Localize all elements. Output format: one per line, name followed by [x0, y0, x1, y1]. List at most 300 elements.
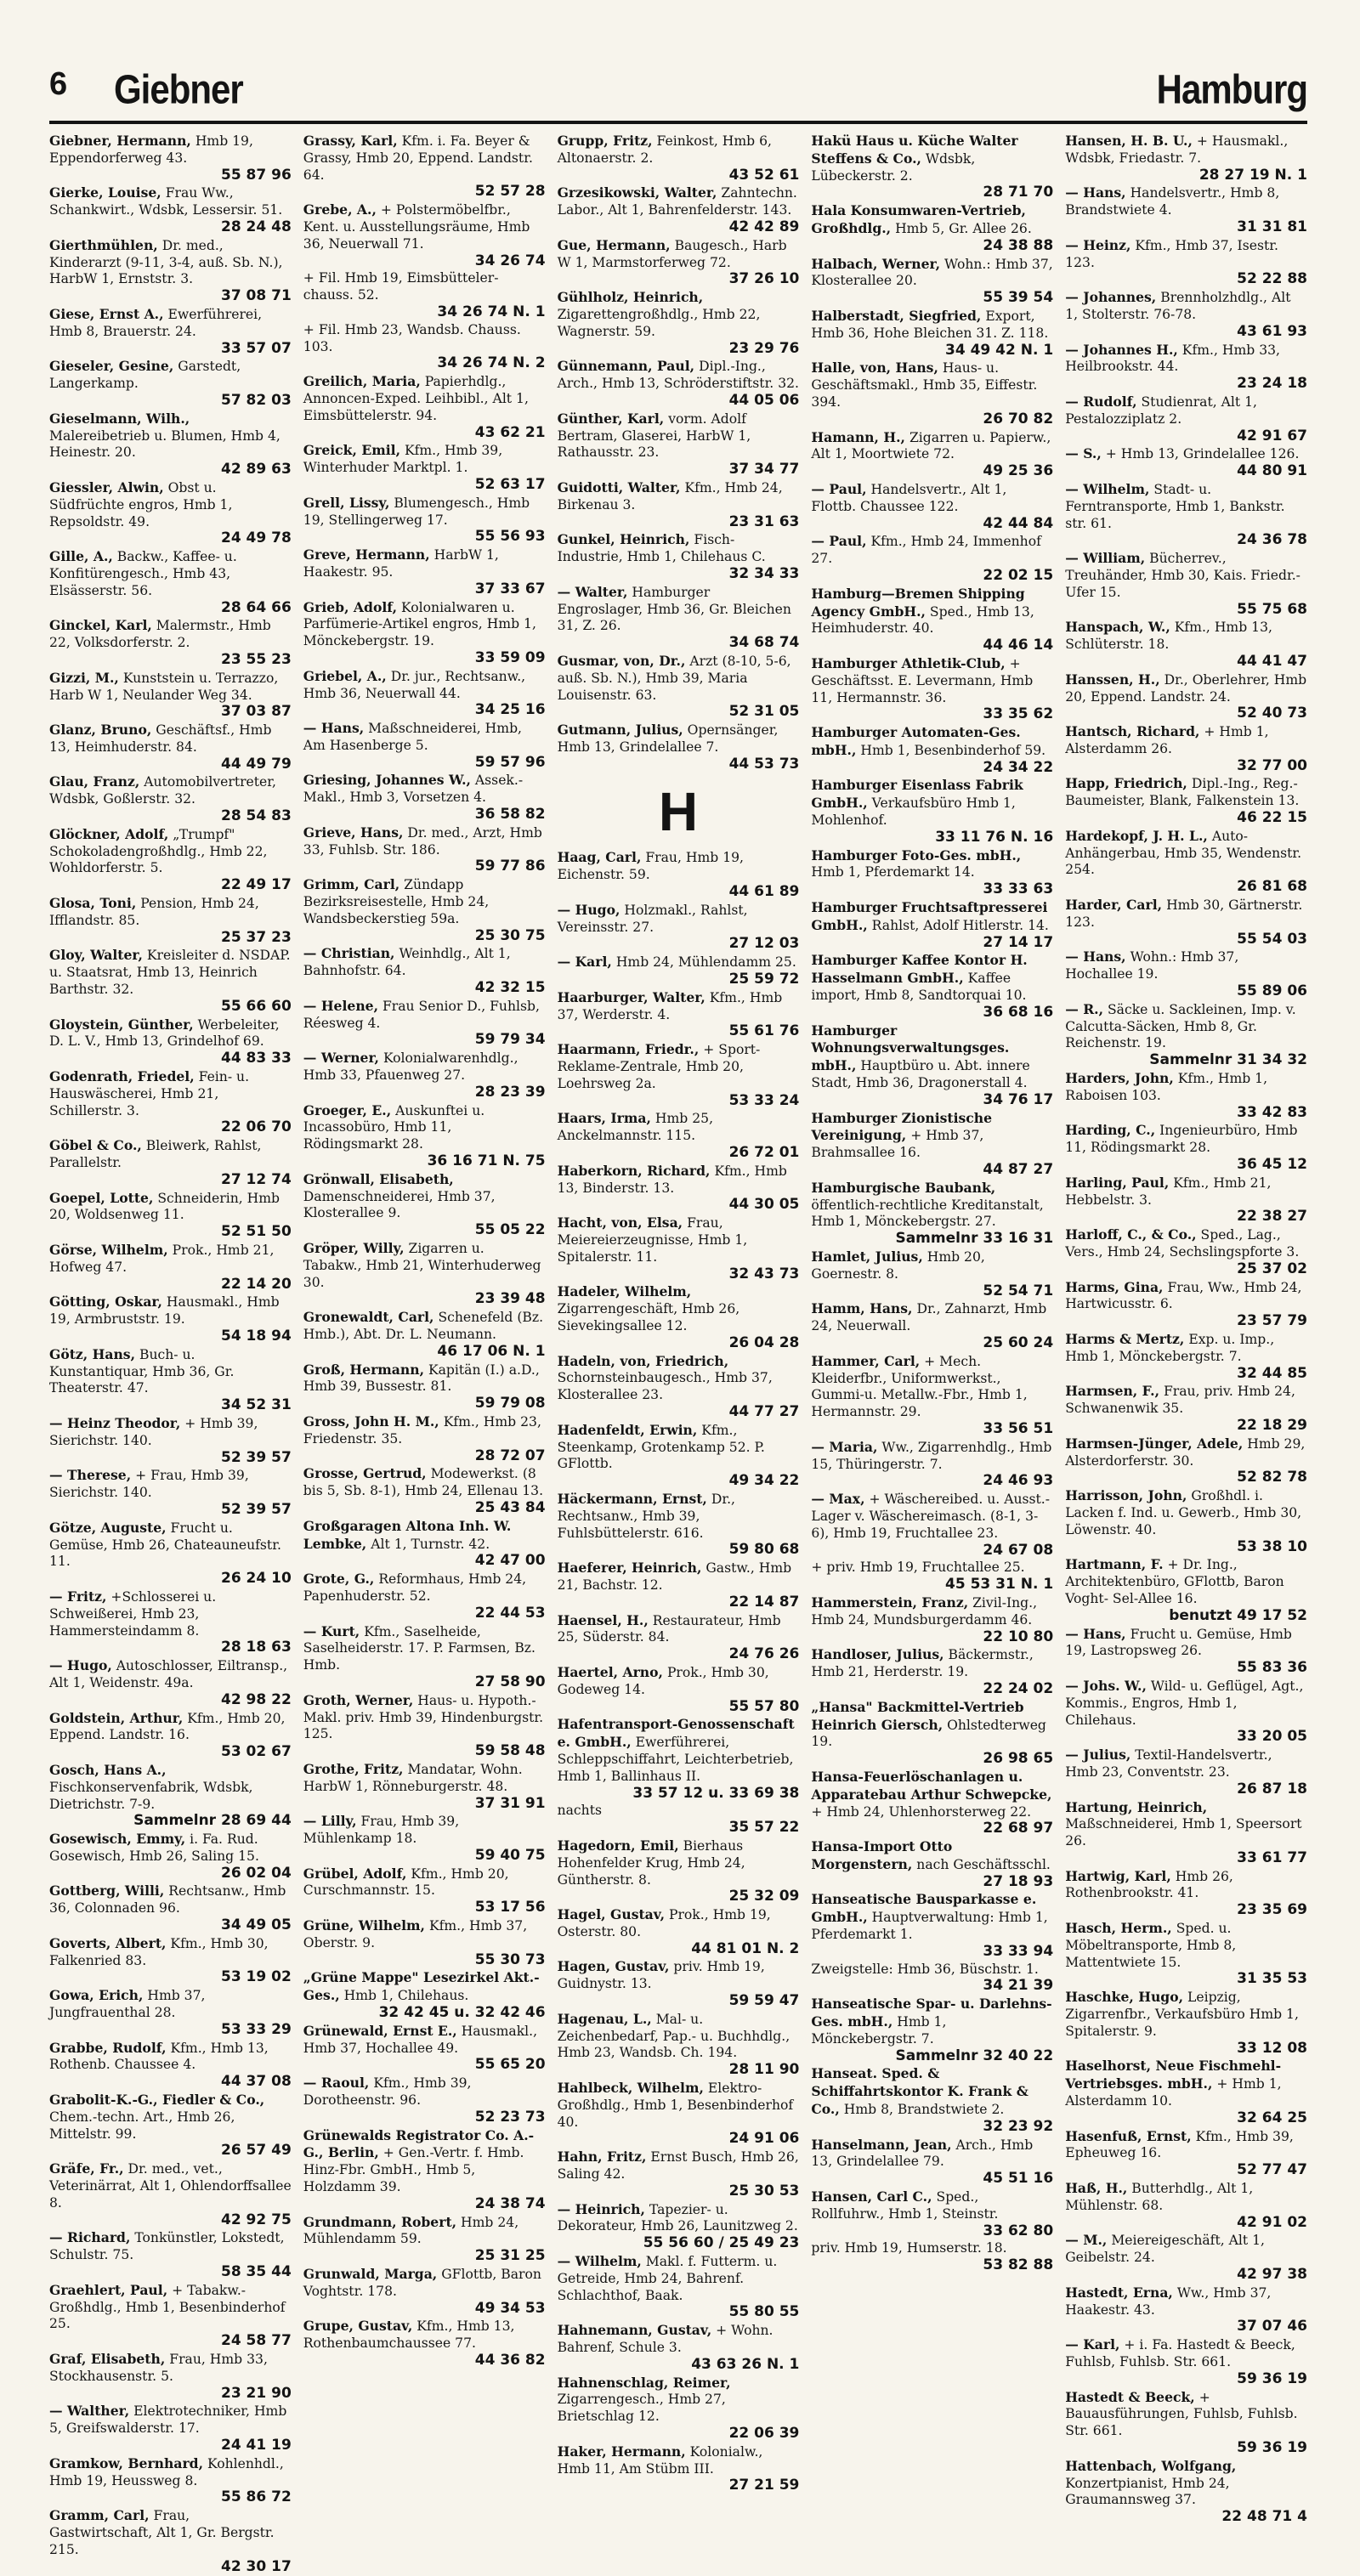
entry-phone: 33 12 08: [1237, 2039, 1307, 2057]
entry-details: Auto-Anhängerbau, Hmb 35, Wendenstr. 254.: [1065, 828, 1302, 878]
entry-phone: 27 18 93: [983, 1872, 1054, 1890]
entry-details: Obst u. Südfrüchte engros, Hmb 1, Repsoldstr. 49.: [49, 479, 233, 529]
directory-entry: [49, 2282, 292, 2350]
directory-entry: [303, 2023, 546, 2074]
directory-entry: [49, 548, 292, 616]
entry-details: Dipl.-Ing., Reg.-Baumeister, Blank, Falkenstein 13.: [1065, 776, 1300, 809]
entry-name: Gusmar, von, Dr.,: [557, 652, 686, 669]
entry-phone: 24 58 77: [220, 2332, 292, 2350]
directory-entry: [558, 1353, 800, 1421]
entry-details: Kfm., Saselheide, Saselheiderstr. 17. P. Farmsen, Bz. Hmb.: [303, 1623, 536, 1673]
directory-entry: [558, 1214, 800, 1282]
entry-details: Ingenieurbüro, Hmb 11, Rödingsmarkt 28.: [1065, 1123, 1298, 1156]
entry-phone: 55 86 72: [220, 2488, 292, 2506]
entry-name: Görse, Wilhelm,: [49, 1242, 168, 1258]
entry-details: Wohn.: Hmb 37, Klosterallee 20.: [811, 256, 1053, 289]
entry-details: Frucht u. Gemüse, Hmb 26, Chateauneufstr. 11.: [49, 1520, 281, 1570]
entry-name: Gille, A.,: [49, 548, 113, 565]
directory-entry: [303, 1171, 546, 1239]
entry-phone: 54 18 94: [220, 1327, 292, 1345]
directory-entry: [303, 1240, 546, 1308]
entry-phone: 34 76 17: [983, 1090, 1054, 1108]
entry-name: Göbel & Co.,: [49, 1137, 142, 1154]
entry-name: Haarburger, Walter,: [557, 988, 706, 1005]
directory-entry: [558, 1612, 800, 1663]
directory-entry: [49, 1190, 292, 1241]
directory-entry: [558, 902, 800, 953]
entry-phone: 44 53 73: [728, 755, 800, 773]
directory-entry: [1065, 619, 1307, 670]
entry-details: Hamburger Engroslager, Hmb 36, Gr. Bleichen 31, Z. 26.: [557, 584, 791, 634]
entry-name: — Paul,: [811, 480, 867, 497]
entry-phone: 59 57 96: [474, 753, 546, 771]
entry-phone: 26 81 68: [1237, 878, 1307, 896]
directory-entry: [1065, 1175, 1307, 1226]
entry-phone: 52 51 50: [220, 1223, 292, 1241]
entry-name: Haschke, Hugo,: [1065, 1989, 1184, 2006]
entry-details: Frau, Hmb 19, Eichenstr. 59.: [557, 850, 745, 883]
directory-entry: [811, 1110, 1053, 1179]
entry-name: Groß, Hermann,: [303, 1361, 425, 1378]
entry-phone: 52 39 57: [220, 1448, 292, 1466]
entry-details: Tonkünstler, Lokstedt, Schulstr. 75.: [49, 2230, 285, 2263]
entry-name: Hartwig, Karl,: [1065, 1867, 1171, 1884]
entry-details: Kfm. i. Fa. Beyer & Grassy, Hmb 20, Eppend. Landstr. 64.: [303, 133, 533, 183]
entry-details: Tapezier- u. Dekorateur, Hmb 26, Launitzweg 2.: [557, 2201, 798, 2234]
entry-phone: 44 80 91: [1237, 462, 1307, 480]
entry-name: Gieseler, Gesine,: [49, 358, 174, 375]
entry-details: Mal- u. Zeichenbedarf, Pap.- u. Buchhdlg., Hmb 23, Wandsb. Ch. 194.: [557, 2011, 790, 2061]
entry-details: Maßschneiderei, Hmb 1, Speersort 26.: [1065, 1816, 1302, 1849]
entry-phone: 37 07 46: [1237, 2318, 1307, 2335]
entry-details: Fisch-Industrie, Hmb 1, Chilehaus C.: [557, 532, 766, 565]
entry-details: Kunststein u. Terrazzo, Harb W 1, Neulander Weg 34.: [49, 670, 279, 703]
directory-entry: [303, 1571, 546, 1622]
entry-details: + Hmb 37, Brahmsallee 16.: [811, 1128, 984, 1161]
entry-name: Gröper, Willy,: [303, 1240, 405, 1256]
entry-details: + Geschäftsst. E. Levermann, Hmb 11, Hermannstr. 36.: [811, 655, 1034, 705]
entry-details: Kfm., Hmb 37, Isestr. 123.: [1065, 237, 1278, 270]
directory-entry: [49, 773, 292, 824]
directory-entry: [49, 1987, 292, 2038]
entry-phone: 31 35 53: [1237, 1970, 1307, 1988]
directory-entry: [49, 358, 292, 409]
directory-entry: [811, 655, 1053, 723]
entry-details: Frau, Ww., Hmb 24, Hartwicusstr. 6.: [1065, 1279, 1302, 1312]
directory-entry: [303, 945, 546, 996]
entry-details: Arch., Hmb 13, Grindelallee 79.: [811, 2137, 1034, 2170]
entry-details: Ww., Zigarrenhdlg., Hmb 15, Thüringerstr. 7.: [811, 1439, 1052, 1472]
entry-phone: 42 91 67: [1237, 427, 1307, 444]
directory-entry: [811, 847, 1053, 898]
directory-entry: [49, 1137, 292, 1188]
entry-name: Grimm, Carl,: [303, 876, 400, 893]
entry-phone: 36 58 82: [474, 806, 546, 824]
directory-entry: [303, 373, 546, 441]
page-number: 6: [49, 66, 68, 102]
entry-name: Hansen, H. B. U.,: [1065, 133, 1193, 149]
entry-phone: 36 16 71 N. 75: [427, 1152, 546, 1170]
entry-name: Hamburger Zionistische Vereinigung,: [811, 1109, 993, 1144]
entry-details: Hmb 24, Mühlendamm 25.: [615, 954, 796, 971]
entry-phone: 34 26 74: [474, 252, 546, 269]
entry-phone: 22 02 15: [983, 566, 1054, 584]
entry-name: Hansen, Carl C.,: [811, 2188, 932, 2205]
entry-phone: 28 11 90: [728, 2061, 800, 2079]
entry-details: Restaurateur, Hmb 25, Süderstr. 84.: [557, 1612, 781, 1645]
column-1: [49, 133, 292, 2576]
directory-entry: [49, 947, 292, 1015]
entry-details: Arzt (8-10, 5-6, auß. Sb. N.), Hmb 39, Maria Louisenstr. 63.: [557, 653, 791, 703]
entry-name: — Karl,: [557, 954, 612, 971]
entry-name: Grieve, Hans,: [303, 824, 404, 841]
directory-entry: [303, 1413, 546, 1464]
entry-details: Kfm., Hmb 30, Falkenried 83.: [49, 1935, 269, 1968]
entry-phone: 44 30 05: [728, 1196, 800, 1214]
entry-name: Gunkel, Heinrich,: [557, 531, 690, 548]
directory-entry: [49, 1657, 292, 1708]
entry-name: Hamburger Fruchtsaftpresserei GmbH.,: [811, 899, 1048, 933]
entry-details: Dr. med., Arzt, Hmb 33, Fuhlsb. Str. 186.: [303, 824, 542, 858]
entry-phone: 42 32 15: [474, 979, 546, 997]
entry-details: + Dr. Ing., Architektenbüro, GFlottb, Baron Voght- Sel-Allee 16.: [1065, 1557, 1284, 1606]
entry-details: Hmb 29, Alsterdorferstr. 30.: [1065, 1435, 1306, 1469]
directory-entry: [303, 133, 546, 201]
entry-phone: 23 57 79: [1237, 1312, 1307, 1330]
entry-phone: 33 11 76 N. 16: [935, 828, 1054, 846]
entry-phone: 52 39 57: [220, 1500, 292, 1518]
entry-details: Dr., Rechtsanw., Hmb 39, Fuhlsbüttelerstr. 616.: [557, 1491, 735, 1541]
entry-name: Hantsch, Richard,: [1065, 723, 1200, 740]
entry-phone: 22 68 97: [983, 1820, 1054, 1837]
entry-name: Godenrath, Friedel,: [49, 1068, 195, 1085]
directory-entry: [49, 1467, 292, 1518]
entry-phone: 34 49 42 N. 1: [945, 341, 1054, 359]
directory-entry: [558, 1560, 800, 1611]
entry-details: Kfm., Hmb 24, Birkenau 3.: [557, 479, 783, 512]
directory-entry: [811, 1560, 1053, 1594]
entry-details: Sped., Lag., Vers., Hmb 24, Sechslingspforte 3.: [1065, 1227, 1300, 1260]
entry-details: Hmb 37, Jungfrauenthal 28.: [49, 1988, 206, 2021]
entry-phone: 24 76 26: [728, 1645, 800, 1663]
entry-name: Hamlet, Julius,: [811, 1248, 923, 1265]
entry-phone: 55 80 55: [728, 2303, 800, 2321]
entry-name: Grell, Lissy,: [303, 494, 390, 511]
entry-phone: 22 24 02: [983, 1679, 1054, 1697]
directory-entry: [303, 442, 546, 493]
entry-details: Ewerführerei, Schleppschiffahrt, Leichterbetrieb, Hmb 1, Ballinhaus II.: [557, 1735, 794, 1784]
header-right-keyword: Hamburg: [1156, 66, 1307, 113]
entry-phone: 22 06 39: [728, 2425, 800, 2442]
entry-details: Kfm., Hmb 13, Schlüterstr. 18.: [1065, 620, 1272, 653]
directory-entry: [558, 237, 800, 288]
entry-details: Kfm., Hmb 20, Curschmannstr. 15.: [303, 1865, 509, 1899]
entry-name: Grüne, Wilhelm,: [303, 1917, 425, 1934]
entry-name: Hasch, Herm.,: [1065, 1920, 1172, 1937]
entry-name: Gizzi, M.,: [49, 669, 119, 686]
entry-name: Hacht, von, Elsa,: [557, 1214, 683, 1231]
entry-name: Goldstein, Arthur,: [49, 1709, 184, 1726]
entry-phone: 28 72 07: [474, 1447, 546, 1464]
entry-details: Zündapp Bezirksreisestelle, Hmb 24, Wandsbeckerstieg 59a.: [303, 877, 490, 926]
directory-entry: [1065, 2058, 1307, 2126]
entry-name: — Karl,: [1065, 2336, 1120, 2353]
entry-details: Export, Hmb 36, Hohe Bleichen 31. Z. 118.: [811, 308, 1049, 341]
entry-details: Hmb 8, Brandstwiete 2.: [843, 2102, 1005, 2118]
entry-details: Hmb 19, Eppendorferweg 43.: [49, 133, 253, 166]
entry-details: Dr. jur., Rechtsanw., Hmb 36, Neuerwall 44.: [303, 668, 526, 701]
entry-phone: 25 37 02: [1237, 1260, 1307, 1277]
entry-details: GFlottb, Baron Voghtstr. 178.: [303, 2267, 541, 2299]
directory-entry: [49, 1935, 292, 1986]
entry-details: Großhdl. i. Lacken f. Ind. u. Gewerb., Hmb 30, Löwenstr. 40.: [1065, 1488, 1302, 1537]
entry-details: Exp. u. Imp., Hmb 1, Mönckebergstr. 7.: [1065, 1331, 1275, 1364]
entry-name: Gramkow, Bernhard,: [49, 2454, 203, 2471]
directory-entry: [303, 1465, 546, 1516]
entry-name: Harding, C.,: [1065, 1122, 1156, 1139]
entry-details: + Wohn. Bahrenf, Schule 3.: [557, 2323, 774, 2356]
directory-entry: [303, 720, 546, 771]
entry-details: Konzertpianist, Hmb 24, Graumannsweg 37.: [1065, 2475, 1230, 2508]
directory-entry: [811, 2188, 1053, 2239]
entry-phone: 59 36 19: [1237, 2369, 1307, 2387]
directory-entry: [811, 360, 1053, 427]
entry-details: Reformhaus, Hmb 24, Papenhuderstr. 52.: [303, 1571, 527, 1604]
entry-phone: 55 83 36: [1237, 1659, 1307, 1677]
entry-name: Gross, John H. M.,: [303, 1413, 439, 1430]
entry-phone: 24 41 19: [220, 2436, 292, 2454]
entry-phone: 34 25 16: [474, 701, 546, 719]
directory-entry: [811, 1491, 1053, 1559]
entry-name: Goverts, Albert,: [49, 1934, 167, 1951]
directory-entry: [303, 1050, 546, 1101]
entry-name: Harder, Carl,: [1065, 897, 1163, 914]
entry-name: Gutmann, Julius,: [557, 722, 683, 739]
directory-entry: [1065, 2284, 1307, 2335]
entry-name: Haensel, H.,: [557, 1611, 649, 1628]
entry-phone: 25 30 75: [474, 926, 546, 944]
entry-details: Papierhdlg., Annoncen-Exped. Leihbibl., Alt 1, Eimsbüttelerstr. 94.: [303, 374, 529, 423]
directory-entry: [558, 1163, 800, 1214]
entry-details: Assek.-Makl., Hmb 3, Vorsetzen 4.: [303, 773, 524, 806]
directory-entry: [811, 1769, 1053, 1837]
entry-name: Giese, Ernst A.,: [49, 305, 164, 322]
entry-name: Haarmann, Friedr.,: [557, 1041, 700, 1058]
directory-entry: [558, 653, 800, 721]
entry-phone: 36 45 12: [1237, 1156, 1307, 1174]
header-rule: [49, 121, 1307, 124]
directory-entry: [49, 1831, 292, 1882]
entry-name: Hardekopf, J. H. L.,: [1065, 827, 1208, 844]
entry-name: — Heinz Theodor,: [49, 1414, 181, 1431]
entry-phone: 52 63 17: [474, 475, 546, 493]
entry-name: Hamburger Foto-Ges. mbH.,: [811, 846, 1022, 863]
entry-name: — Johannes,: [1065, 289, 1157, 306]
entry-name: Hamburg—Bremen Shipping Agency GmbH.,: [811, 585, 1025, 620]
entry-phone: 37 31 91: [474, 1794, 546, 1812]
entry-name: Guidotti, Walter,: [557, 478, 681, 495]
entry-name: — Walther,: [49, 2403, 130, 2420]
entry-phone: 55 56 60 / 25 49 23: [643, 2234, 800, 2252]
entry-phone: 55 39 54: [983, 289, 1054, 307]
entry-details: Zigarrengeschäft, Hmb 26, Sievekingsallee 12.: [557, 1301, 740, 1333]
directory-entry: [811, 202, 1053, 254]
entry-details: Zigarren u. Tabakw., Hmb 21, Winterhuderweg 30.: [303, 1241, 541, 1290]
entry-phone: 28 23 39: [474, 1083, 546, 1101]
entry-phone: 26 57 49: [220, 2142, 292, 2160]
entry-phone: 28 27 19 N. 1: [1198, 166, 1307, 184]
entry-details: Rahlst, Adolf Hitlerstr. 14.: [871, 917, 1049, 933]
directory-entry: [49, 306, 292, 357]
entry-name: Harrisson, John,: [1065, 1487, 1187, 1504]
directory-entry: [1065, 1070, 1307, 1121]
directory-entry: [811, 1248, 1053, 1299]
directory-entry: [303, 1623, 546, 1691]
directory-entry: [1065, 1122, 1307, 1173]
entry-phone: 53 19 02: [220, 1968, 292, 1986]
entry-details: Sped., Rollfuhrw., Hmb 1, Steinstr.: [811, 2189, 999, 2222]
directory-entry: [811, 133, 1053, 201]
entry-phone: 42 98 22: [220, 1690, 292, 1708]
entry-name: Grzesikowski, Walter,: [557, 184, 717, 201]
entry-details: priv. Hmb 19, Guidnystr. 13.: [557, 1959, 765, 1992]
entry-phone: 45 51 16: [983, 2170, 1054, 2188]
entry-name: Götz, Hans,: [49, 1345, 136, 1362]
entry-details: Frau, Meiereierzeugnisse, Hmb 1, Spitalerstr. 11.: [557, 1215, 748, 1265]
entry-phone: 22 06 70: [220, 1118, 292, 1136]
directory-entry: [558, 410, 800, 478]
entry-name: — Heinz,: [1065, 236, 1131, 253]
entry-details: + Tabakw.-Großhdlg., Hmb 1, Besenbinderhof 25.: [49, 2282, 286, 2332]
entry-name: Hagedorn, Emil,: [557, 1837, 679, 1854]
entry-name: Hanseatische Bausparkasse e. GmbH.,: [811, 1891, 1037, 1926]
entry-details: Buch- u. Kunstantiquar, Hmb 36, Gr. Theaterstr. 47.: [49, 1346, 235, 1396]
entry-details: Bleiwerk, Rahlst, Parallelstr.: [49, 1138, 262, 1171]
directory-entry: [49, 1882, 292, 1933]
directory-entry: [811, 1646, 1053, 1697]
entry-phone: 27 21 59: [728, 2477, 800, 2494]
entry-phone: 28 71 70: [983, 184, 1054, 201]
entry-details: +Schlosserei u. Schweißerei, Hmb 23, Hammersteindamm 8.: [49, 1588, 217, 1639]
entry-phone: 44 05 06: [728, 391, 800, 409]
directory-entry: [303, 1362, 546, 1413]
entry-phone: 42 92 75: [220, 2211, 292, 2228]
entry-phone: 26 02 04: [220, 1864, 292, 1882]
entry-phone: 25 37 23: [220, 928, 292, 946]
entry-name: Haker, Hermann,: [557, 2443, 686, 2460]
directory-entry: [303, 2075, 546, 2126]
directory-entry: [1065, 342, 1307, 393]
entry-details: Frau, priv. Hmb 24, Schwanenwik 35.: [1065, 1384, 1295, 1417]
directory-entry: [49, 2040, 292, 2091]
directory-entry: [811, 899, 1053, 951]
entry-details: Opernsänger, Hmb 13, Grindelallee 7.: [557, 722, 779, 755]
entry-phone: 32 42 45 u. 32 42 46: [378, 2004, 546, 2022]
entry-details: Gastw., Hmb 21, Bachstr. 12.: [557, 1560, 792, 1593]
entry-details: + Frau, Hmb 39, Sierichstr. 140.: [49, 1468, 249, 1501]
entry-name: Haß, H.,: [1065, 2180, 1128, 2197]
entry-phone: 52 82 78: [1237, 1469, 1307, 1486]
entry-details: Hmb 20, Goernestr. 8.: [811, 1249, 985, 1282]
entry-phone: 46 22 15: [1237, 809, 1307, 827]
entry-details: Kfm., Hmb 20, Eppend. Landstr. 16.: [49, 1710, 286, 1743]
entry-name: Harmsen, F.,: [1065, 1383, 1159, 1400]
entry-details: Säcke u. Sackleinen, Imp. v. Calcutta-Säcken, Hmb 8, Gr. Reichenstr. 19.: [1065, 1001, 1296, 1051]
entry-details: Maßschneiderei, Hmb, Am Hasenberge 5.: [303, 721, 523, 753]
entry-details: Dr., Oberlehrer, Hmb 20, Eppend. Landstr. 24.: [1065, 671, 1307, 705]
entry-phone: 34 52 31: [220, 1396, 292, 1414]
entry-name: Groeger, E.,: [303, 1101, 392, 1118]
entry-phone: 44 87 27: [983, 1161, 1054, 1179]
entry-name: Hafentransport-Genossenschaft e. GmbH.,: [557, 1716, 795, 1751]
entry-details: Dr. med., Kinderarzt (9-11, 3-4, auß. Sb. N.), HarbW 1, Ernststr. 3.: [49, 237, 283, 287]
directory-entry: [811, 952, 1053, 1021]
entry-phone: 27 14 17: [983, 933, 1054, 951]
entry-name: Götze, Auguste,: [49, 1519, 167, 1536]
entry-name: Hadeln, von, Friedrich,: [557, 1352, 729, 1369]
entry-phone: 33 35 62: [983, 705, 1054, 723]
directory-entry: [811, 429, 1053, 480]
directory-entry: [558, 1906, 800, 1957]
entry-name: — Hugo,: [49, 1657, 112, 1674]
entry-details: Hauptverwaltung: Hmb 1, Pferdemarkt 1.: [811, 1910, 1048, 1943]
entry-name: — Max,: [811, 1491, 865, 1508]
entry-phone: 33 42 83: [1237, 1103, 1307, 1121]
entry-phone: 57 82 03: [220, 391, 292, 409]
entry-phone: 33 57 07: [220, 339, 292, 357]
column-2: [303, 133, 546, 2576]
entry-name: Hasenfuß, Ernst,: [1065, 2127, 1192, 2144]
directory-entry: [303, 1969, 546, 2021]
entry-phone: 59 80 68: [728, 1541, 800, 1559]
entry-name: — Johannes H.,: [1065, 341, 1178, 358]
directory-entry: [303, 998, 546, 1049]
entry-phone: 32 44 85: [1237, 1364, 1307, 1382]
entry-phone: 42 91 02: [1237, 2213, 1307, 2231]
entry-phone: 42 44 84: [983, 514, 1054, 532]
entry-phone: Sammelnr 28 69 44: [133, 1812, 292, 1830]
entry-details: Kaffee import, Hmb 8, Sandtorquai 10.: [811, 971, 1027, 1004]
entry-details: Sped., Hmb 13, Heimhuderstr. 40.: [811, 603, 1034, 637]
column-4: [811, 133, 1053, 2576]
entry-details: Geschäftsf., Hmb 13, Heimhuderstr. 84.: [49, 722, 272, 755]
entry-phone: 37 08 71: [220, 287, 292, 305]
directory-entry: [1065, 1331, 1307, 1382]
directory-entry: [1065, 1868, 1307, 1919]
entry-phone: 36 68 16: [983, 1003, 1054, 1021]
directory-entry: [558, 989, 800, 1040]
entry-details: Fein- u. Hauswäscherei, Hmb 21, Schillerstr. 3.: [49, 1069, 250, 1118]
entry-name: Groth, Werner,: [303, 1691, 414, 1708]
directory-entry: [811, 1838, 1053, 1890]
directory-entry: [49, 1710, 292, 1761]
directory-entry: [811, 2137, 1053, 2188]
entry-name: Hamm, Hans,: [811, 1300, 913, 1317]
entry-details: + Mech. Kleiderfbr., Uniformwerkst., Gummi-u. Metallw.-Fbr., Hmb 1, Hermannstr. 29.: [811, 1353, 1028, 1420]
entry-phone: 22 49 17: [220, 876, 292, 894]
entry-phone: 44 49 79: [220, 755, 292, 773]
entry-name: Grupe, Gustav,: [303, 2318, 413, 2335]
directory-entry: [558, 1041, 800, 1109]
directory-entry: [1065, 393, 1307, 444]
entry-phone: 33 20 05: [1237, 1728, 1307, 1746]
directory-columns: [49, 133, 1307, 2575]
entry-phone: 43 61 93: [1237, 322, 1307, 340]
directory-entry: [49, 2092, 292, 2160]
directory-entry: [811, 2240, 1053, 2274]
directory-entry: [558, 1422, 800, 1490]
entry-details: Hmb 1, Mönckebergstr. 7.: [811, 2014, 947, 2047]
